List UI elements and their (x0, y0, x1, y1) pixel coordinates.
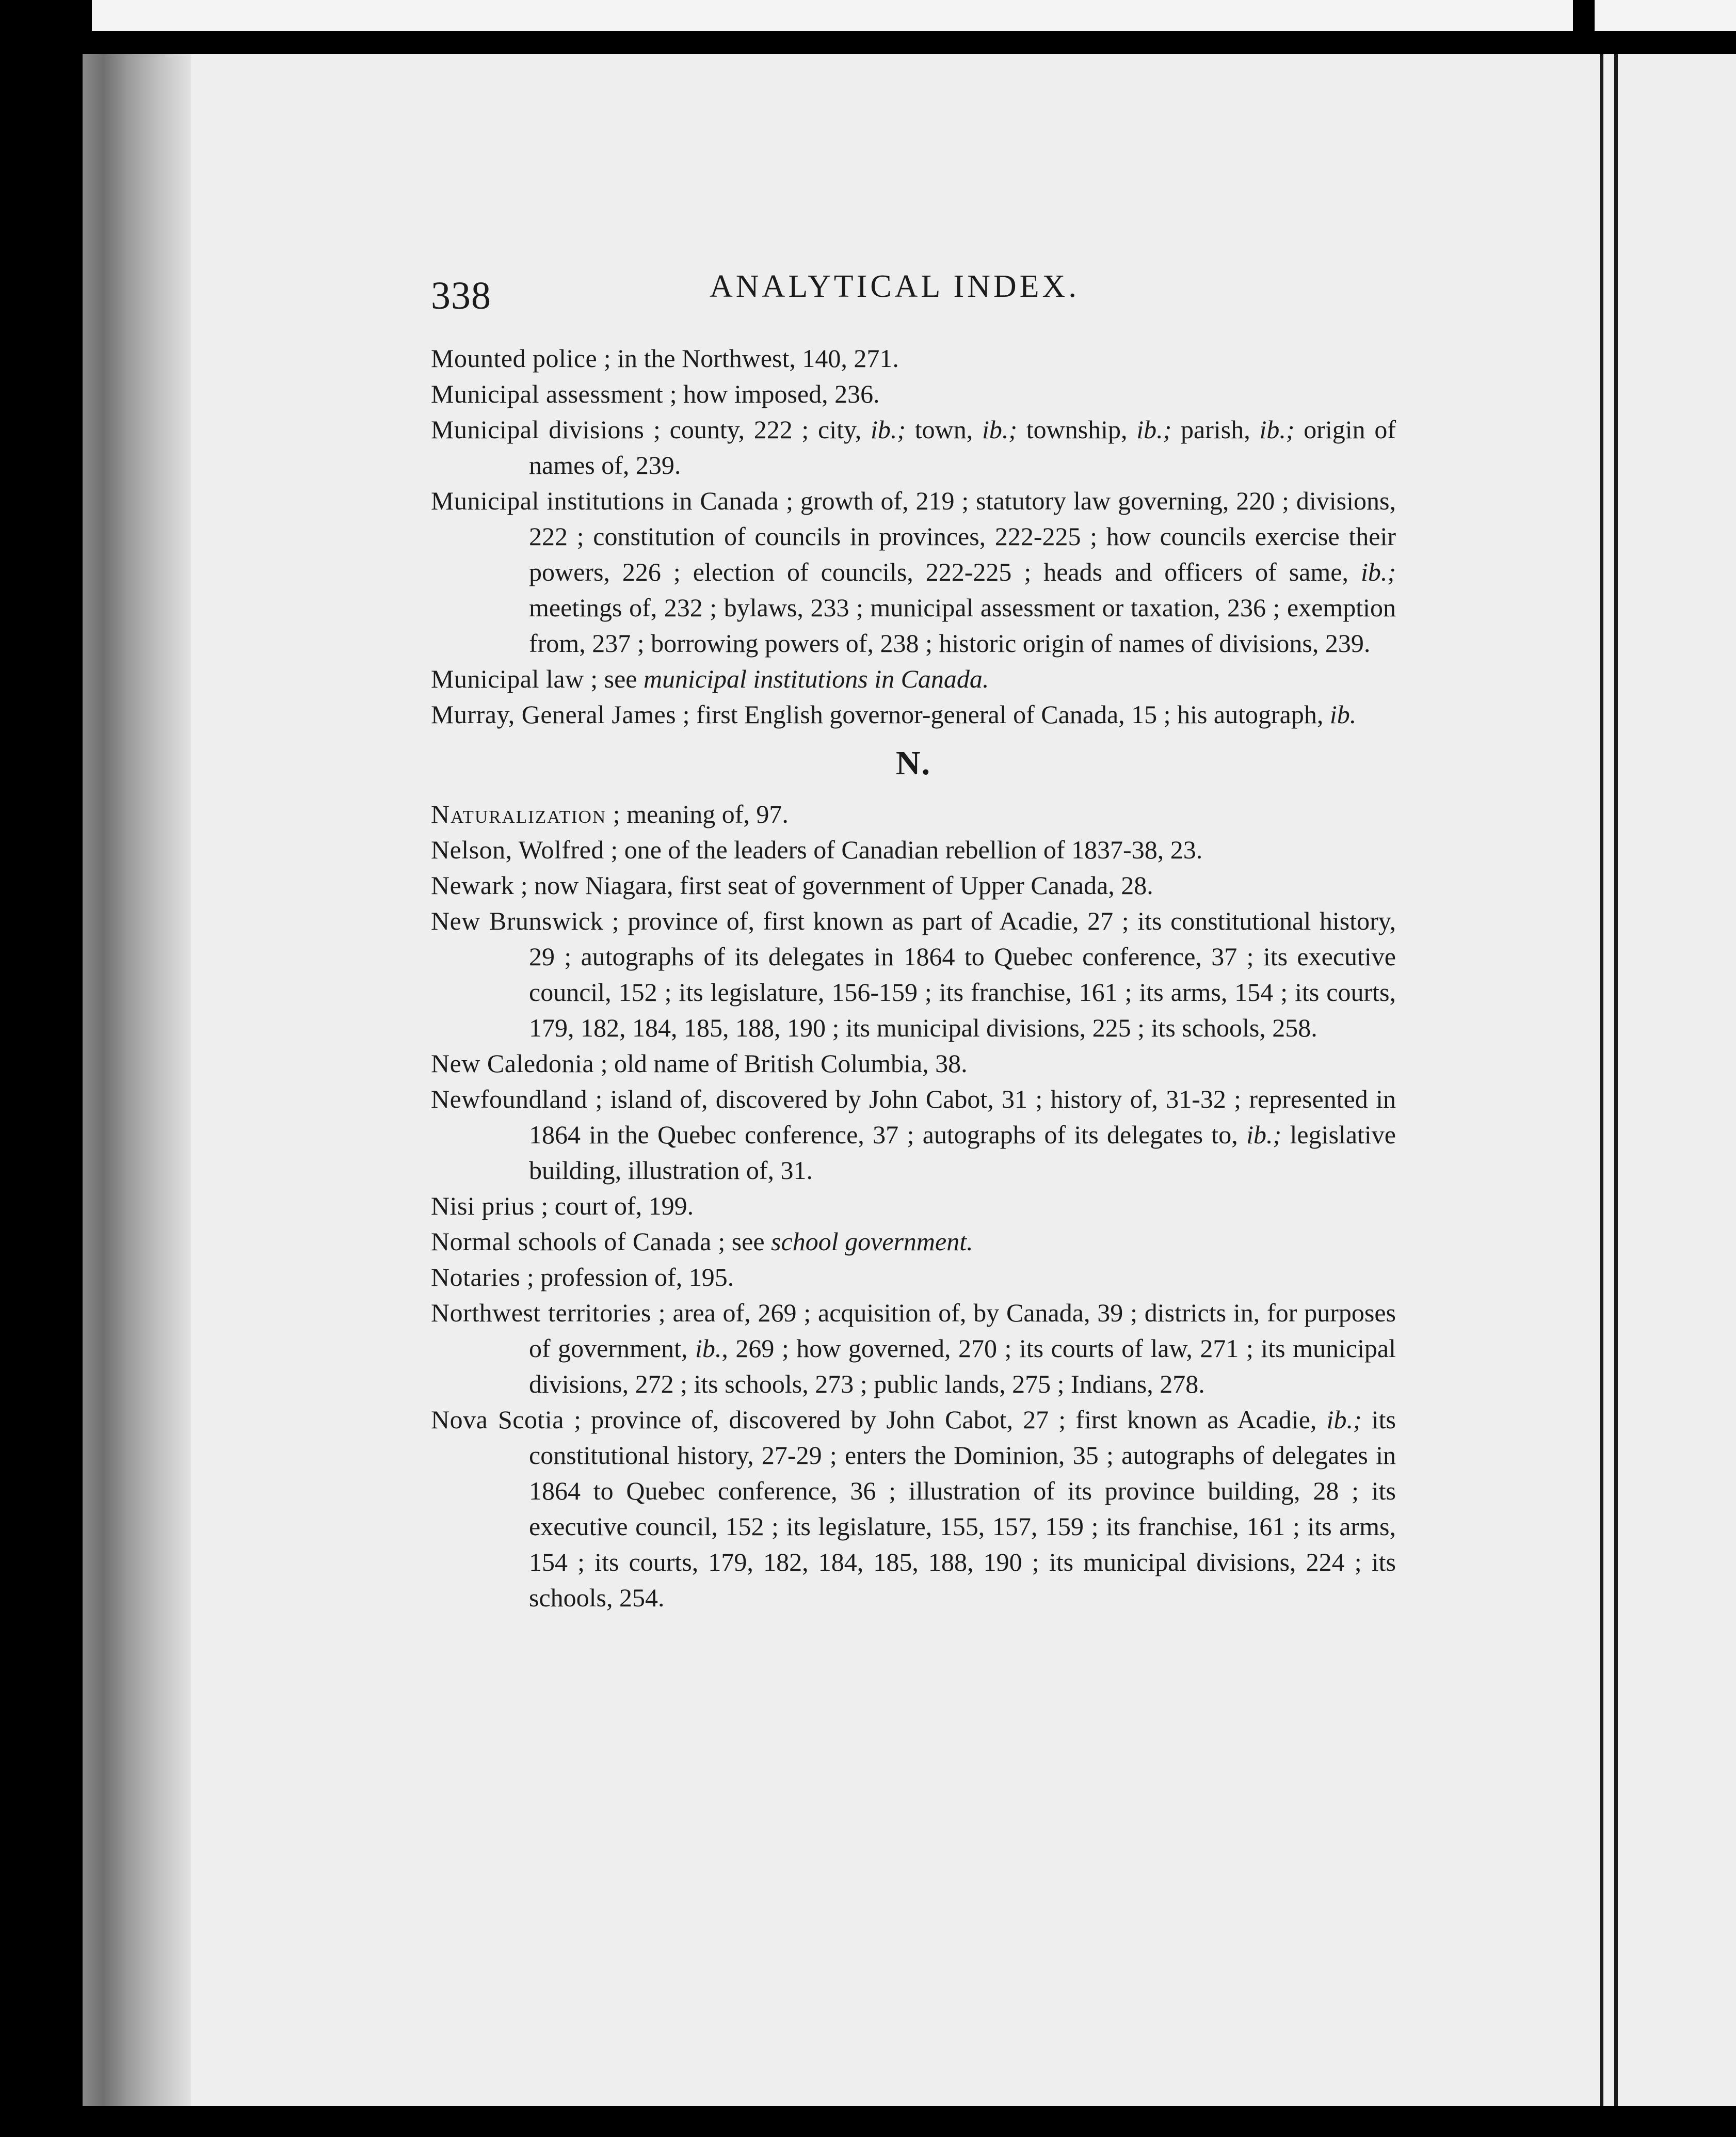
entry-heading: Newfoundland (431, 1085, 588, 1113)
entry-heading: Mounted police (431, 344, 598, 373)
index-list (431, 341, 1396, 1616)
index-group-m (431, 341, 1396, 732)
entry-text: parish, (1171, 415, 1260, 444)
entry-heading: Municipal divisions (431, 415, 645, 444)
binding-gutter (83, 54, 191, 2106)
entry-heading: Municipal assessment (431, 379, 664, 408)
index-entry (431, 412, 1396, 483)
entry-text: ; meaning of, 97. (606, 800, 789, 828)
entry-heading: New Caledonia (431, 1049, 594, 1078)
index-entry (431, 868, 1396, 903)
index-entry (431, 341, 1396, 376)
page-edge-line-outer (1614, 54, 1618, 2106)
entry-italic-ref: ib. (1329, 700, 1357, 729)
index-entry (431, 832, 1396, 868)
entry-italic-ref: ib.; (1136, 415, 1172, 444)
index-entry (431, 1224, 1396, 1259)
entry-heading: Nova Scotia (431, 1405, 564, 1434)
entry-text: ; court of, 199. (534, 1191, 694, 1220)
entry-text: ; first English governor-general of Canada, 15 ; his autograph, (676, 700, 1330, 729)
entry-italic-ref: school government. (771, 1227, 973, 1256)
entry-heading: Normal schools of Canada (431, 1227, 712, 1256)
page-header (431, 263, 1448, 320)
entry-text: ; profession of, 195. (520, 1263, 734, 1291)
facing-page-top-edge-right (1595, 0, 1736, 31)
entry-text: meetings of, 232 ; bylaws, 233 ; municipal assessment or taxation, 236 ; exemption from, 237 ; borrowing powers of, 238 ; historic origin of names of divisions, 239. (529, 593, 1396, 658)
entry-text: , 269 ; how governed, 270 ; its courts of law, 271 ; its municipal divisions, 272 ; its schools, 273 ; public lands, 275 ; Indians, 278. (529, 1334, 1396, 1398)
entry-heading: New Brunswick (431, 906, 604, 935)
index-entry (431, 376, 1396, 412)
index-entry (431, 483, 1396, 661)
entry-heading: Naturalization (431, 800, 607, 828)
entry-italic-ref: municipal institutions in Canada. (643, 664, 989, 693)
index-entry (431, 1295, 1396, 1402)
facing-page-top-edge (92, 0, 1573, 31)
entry-text: ; island of, discovered by John Cabot, 31 ; history of, 31-32 ; represented in 1864 in the Quebec conference, 37 ; autographs of its delegates to, (529, 1085, 1396, 1149)
index-entry (431, 661, 1396, 697)
index-entry (431, 1259, 1396, 1295)
entry-italic-ref: ib.; (982, 415, 1017, 444)
entry-text: ; province of, first known as part of Acadie, 27 ; its constitutional history, 29 ; autographs of its delegates in 1864 to Quebec conference, 37 ; its executive council, 152 ; its legislature, 156-159 ; its franchise, 161 ; its arms, 154 ; its courts, 179, 182, 184, 185, 188, 190 ; its municipal divisions, 225 ; its schools, 258. (529, 906, 1396, 1042)
entry-text: ; in the Northwest, 140, 271. (597, 344, 899, 373)
index-entry (431, 1046, 1396, 1081)
entry-italic-ref: ib.; (1259, 415, 1295, 444)
entry-heading: Murray, General James (431, 700, 677, 729)
entry-text: its constitutional history, 27-29 ; enters the Dominion, 35 ; autographs of delegates in 1864 to Quebec conference, 36 ; illustration of its province building, 28 ; its executive council, 152 ; its legislature, 155, 157, 159 ; its franchise, 161 ; its arms, 154 ; its courts, 179, 182, 184, 185, 188, 190 ; its municipal divisions, 224 ; its schools, 254. (529, 1405, 1396, 1612)
section-letter: N. (895, 744, 931, 782)
entry-text: ; province of, discovered by John Cabot, 27 ; first known as Acadie, (564, 1405, 1327, 1434)
entry-heading: Northwest territories (431, 1298, 651, 1327)
index-entry (431, 796, 1396, 832)
running-title: ANALYTICAL INDEX. (710, 269, 1080, 304)
entry-text: ; growth of, 219 ; statutory law governing, 220 ; divisions, 222 ; constitution of councils in provinces, 222-225 ; how councils exercise their powers, 226 ; election of councils, 222-225 ; heads and officers of same, (529, 486, 1396, 586)
index-entry (431, 697, 1396, 732)
entry-text: township, (1017, 415, 1137, 444)
entry-text: ; old name of British Columbia, 38. (594, 1049, 968, 1078)
index-entry (431, 1402, 1396, 1616)
entry-text: ; how imposed, 236. (663, 379, 880, 408)
index-entry (431, 1081, 1396, 1188)
entry-text: origin of names of, 239. (529, 415, 1396, 480)
scan-border-bottom (0, 2106, 1736, 2137)
page-edge-line (1600, 54, 1603, 2106)
entry-text: ; county, 222 ; city, (644, 415, 871, 444)
entry-heading: Newark (431, 871, 515, 900)
entry-text: town, (906, 415, 982, 444)
entry-heading: Nelson, Wolfred (431, 835, 604, 864)
entry-heading: Municipal law (431, 664, 584, 693)
entry-italic-ref: ib. (695, 1334, 722, 1363)
index-entry (431, 1188, 1396, 1224)
entry-text: ; see (584, 664, 644, 693)
entry-italic-ref: ib.; (1326, 1405, 1362, 1434)
entry-text: ; now Niagara, first seat of government of Upper Canada, 28. (514, 871, 1153, 900)
index-group-n (431, 796, 1396, 1616)
entry-heading: Municipal institutions in Canada (431, 486, 779, 515)
entry-text: ; see (711, 1227, 771, 1256)
entry-heading: Notaries (431, 1263, 521, 1291)
entry-italic-ref: ib.; (870, 415, 906, 444)
entry-text: ; one of the leaders of Canadian rebellion of 1837-38, 23. (604, 835, 1203, 864)
entry-text: legislative building, illustration of, 31. (529, 1120, 1396, 1185)
entry-italic-ref: ib.; (1360, 557, 1396, 586)
entry-italic-ref: ib.; (1246, 1120, 1282, 1149)
index-entry (431, 903, 1396, 1046)
page-number: 338 (431, 274, 491, 317)
entry-text: ; area of, 269 ; acquisition of, by Canada, 39 ; districts in, for purposes of government, (529, 1298, 1396, 1363)
entry-heading: Nisi prius (431, 1191, 535, 1220)
